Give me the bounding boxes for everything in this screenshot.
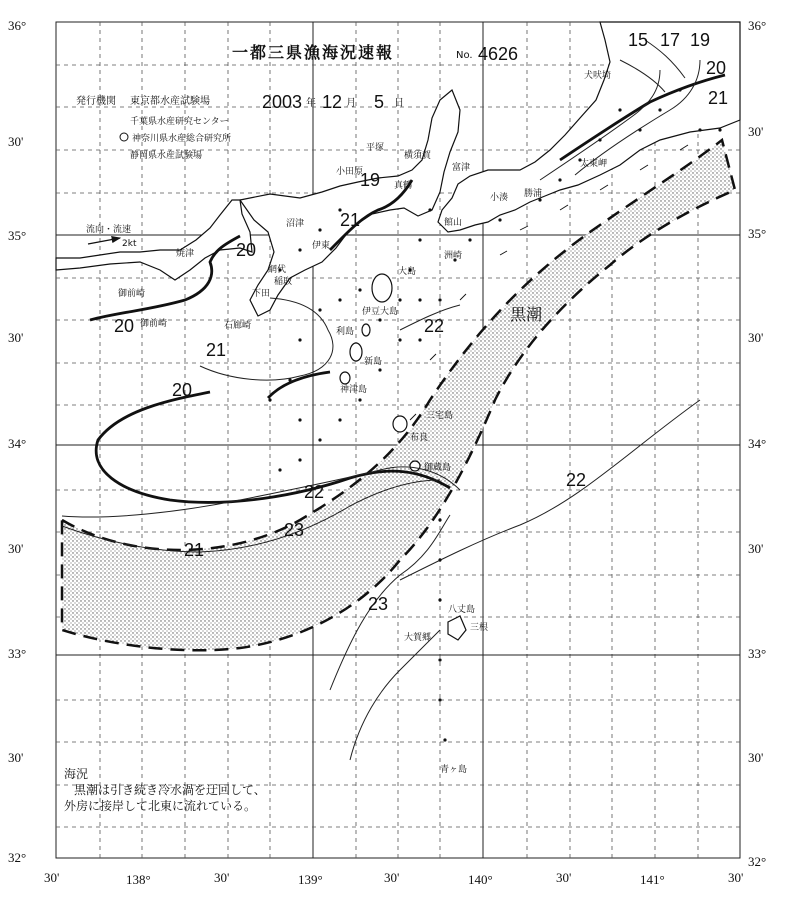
svg-text:新島: 新島 [364,357,383,367]
svg-text:139°: 139° [298,872,323,887]
svg-text:館山: 館山 [444,218,463,228]
svg-text:30': 30' [8,750,24,765]
svg-text:布良: 布良 [410,433,429,443]
svg-text:犬吠埼: 犬吠埼 [584,71,612,81]
svg-text:網代: 網代 [268,265,287,275]
svg-text:八丈島: 八丈島 [448,605,476,615]
svg-text:太東岬: 太東岬 [580,159,608,169]
bottom-longitude-labels [44,870,743,887]
svg-text:32°: 32° [748,854,767,869]
issuer-kanagawa: 神奈川県水産総合研究所 [132,134,232,144]
svg-text:30': 30' [8,134,24,149]
svg-text:富津: 富津 [452,163,471,173]
svg-text:真鶴: 真鶴 [394,181,413,191]
svg-text:22: 22 [424,316,445,336]
island-miyake [393,416,407,432]
svg-text:21: 21 [206,340,227,360]
svg-text:33°: 33° [748,646,767,661]
svg-text:大島: 大島 [398,267,417,277]
land-suruga [56,200,252,280]
svg-text:34°: 34° [748,436,767,451]
svg-text:21: 21 [184,540,205,560]
svg-text:小湊: 小湊 [490,193,509,203]
svg-text:伊豆大島: 伊豆大島 [362,307,399,317]
svg-text:36°: 36° [748,18,767,33]
circle-marker-icon [120,133,128,141]
svg-text:30': 30' [214,870,230,885]
svg-text:勝浦: 勝浦 [524,189,543,199]
svg-text:30': 30' [748,750,764,765]
island-toshima [362,324,370,336]
svg-text:23: 23 [284,520,305,540]
svg-text:17: 17 [660,30,681,50]
svg-text:横須賀: 横須賀 [404,151,432,161]
svg-text:140°: 140° [468,872,493,887]
svg-text:19: 19 [360,170,381,190]
svg-text:三根: 三根 [470,623,489,633]
report-title: 一都三県漁海況速報 [232,43,395,62]
island-hachijo [448,616,466,640]
note-heading: 海況 [64,767,89,781]
svg-text:大賀郷: 大賀郷 [404,633,432,643]
flow-legend-arrow-icon [88,238,120,244]
date-day: 5 [374,92,385,112]
kuroshio-band [62,140,735,650]
issuer-shizuoka: 静岡県水産試験場 [130,151,203,161]
date-day-unit: 日 [394,98,404,109]
flow-legend-label: 流向・流速 [86,225,132,235]
island-mikura [410,461,420,471]
svg-text:36°: 36° [8,18,27,33]
svg-text:30': 30' [728,870,744,885]
date-month-unit: 月 [346,98,356,109]
svg-text:22: 22 [304,482,325,502]
svg-text:御前崎: 御前崎 [118,289,146,299]
note-line-1: 黒潮は引き続き冷水渦を迂回して、 [74,783,266,797]
svg-text:35°: 35° [748,226,767,241]
date-month: 12 [322,92,343,112]
issue-number: 4626 [478,44,519,64]
issuer-label: 発行機関 [76,96,116,107]
isotherm-offshore-south [350,630,440,760]
island-oshima [372,274,392,302]
svg-text:30': 30' [8,541,24,556]
svg-text:御前崎: 御前崎 [140,319,168,329]
svg-text:21: 21 [340,210,361,230]
sea-condition-note [64,766,266,814]
svg-text:30': 30' [556,870,572,885]
svg-text:21: 21 [708,88,729,108]
svg-text:23: 23 [368,594,389,614]
svg-text:30': 30' [8,330,24,345]
svg-text:15: 15 [628,30,649,50]
svg-text:22: 22 [566,470,587,490]
svg-text:御蔵島: 御蔵島 [424,463,452,473]
svg-text:35°: 35° [8,228,27,243]
svg-text:洲崎: 洲崎 [444,251,463,261]
svg-text:20: 20 [236,240,257,260]
issue-no-label: No. [456,50,473,61]
svg-text:32°: 32° [8,850,27,865]
right-latitude-labels [748,18,766,869]
svg-text:稲取: 稲取 [274,277,293,287]
svg-text:19: 19 [690,30,711,50]
date-year: 2003 [262,92,303,112]
svg-text:沼津: 沼津 [286,219,305,229]
svg-text:伊東: 伊東 [312,241,331,251]
svg-text:34°: 34° [8,436,27,451]
svg-text:小田原: 小田原 [336,167,364,177]
issuer-chiba: 千葉県水産研究センター [130,117,229,127]
svg-text:30': 30' [748,124,764,139]
svg-text:33°: 33° [8,646,27,661]
svg-text:20: 20 [706,58,727,78]
island-niijima [350,343,362,361]
svg-text:神津島: 神津島 [340,385,368,395]
svg-text:20: 20 [114,316,135,336]
svg-text:20: 20 [172,380,193,400]
svg-text:利島: 利島 [336,327,355,337]
island-kozushima [340,372,350,384]
svg-text:30': 30' [748,541,764,556]
note-line-2: 外房に接岸して北東に流れている。 [64,799,257,813]
date-year-unit: 年 [306,98,316,109]
svg-text:30': 30' [748,330,764,345]
left-latitude-labels [8,18,26,865]
svg-text:焼津: 焼津 [176,249,195,259]
svg-text:石廊崎: 石廊崎 [224,321,252,331]
svg-text:30': 30' [384,870,400,885]
svg-text:平塚: 平塚 [366,143,385,153]
svg-text:138°: 138° [126,872,151,887]
svg-text:下田: 下田 [252,289,271,299]
svg-text:三宅島: 三宅島 [426,411,454,421]
issuer-tokyo: 東京都水産試験場 [130,96,210,107]
svg-text:30': 30' [44,870,60,885]
kuroshio-label: 黒潮 [510,305,543,324]
svg-text:141°: 141° [640,872,665,887]
svg-text:青ヶ島: 青ヶ島 [440,765,468,775]
flow-legend-speed: 2kt [122,239,137,249]
